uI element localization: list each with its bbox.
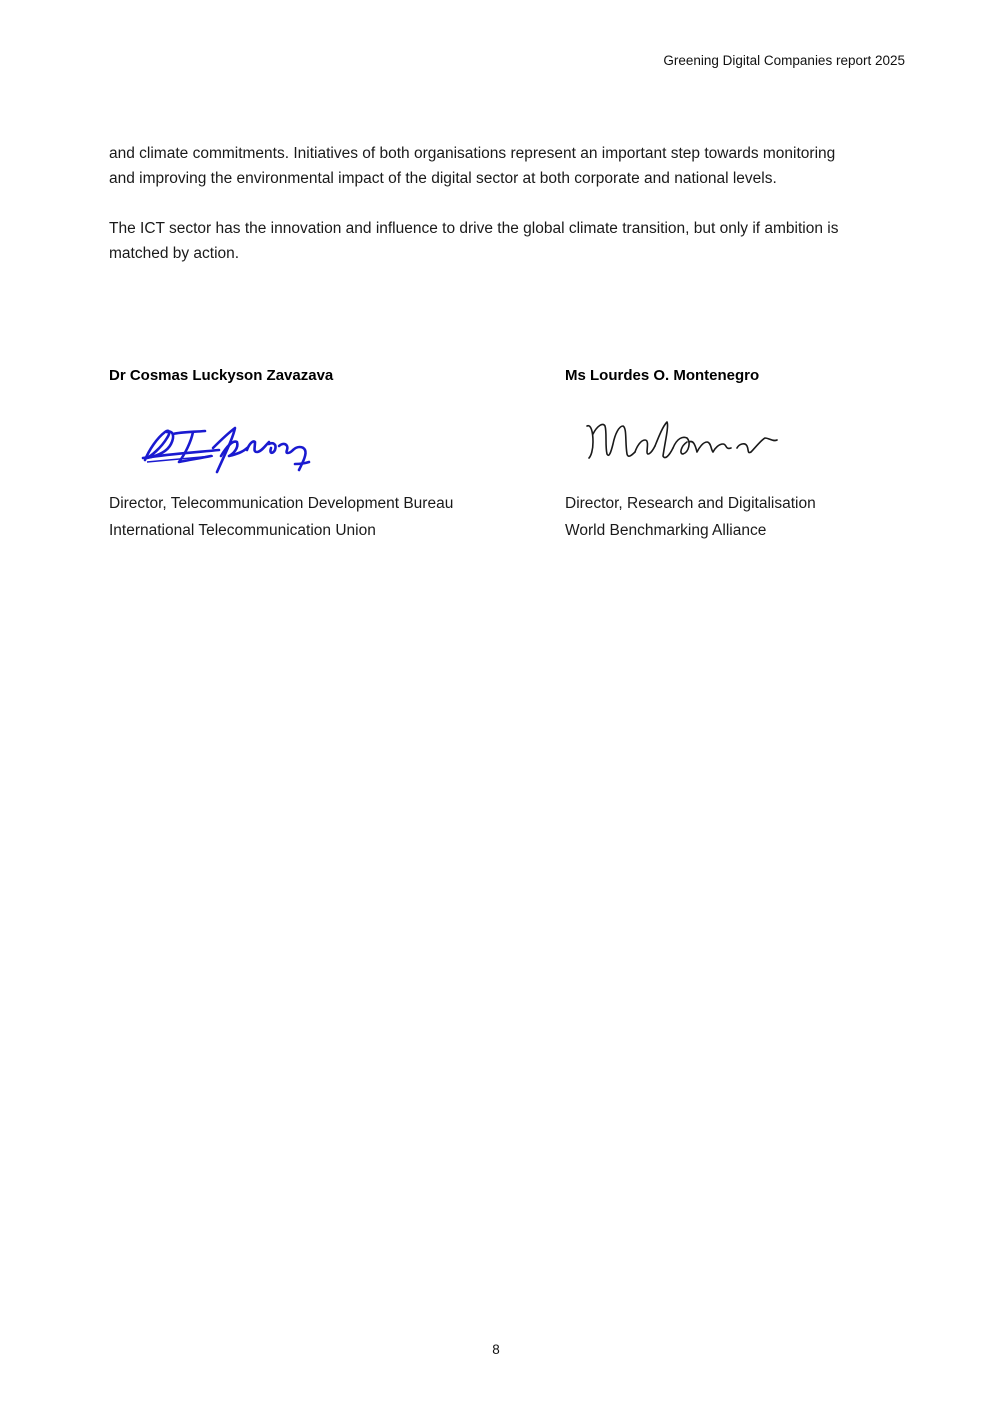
running-header: Greening Digital Companies report 2025	[663, 53, 905, 68]
signature-icon	[565, 412, 825, 477]
body-paragraph: The ICT sector has the innovation and influence to drive the global climate transition, but only if ambition is matched by action.	[109, 220, 839, 262]
signatory-role	[109, 490, 453, 544]
signatory-role	[565, 490, 816, 544]
signatory-name: Dr Cosmas Luckyson Zavazava	[109, 367, 334, 384]
signatory-organisation: World Benchmarking Alliance	[565, 522, 767, 539]
signatory-title: Director, Research and Digitalisation	[565, 495, 816, 512]
signatory-name: Ms Lourdes O. Montenegro	[565, 367, 760, 384]
signatory-block-itu	[109, 366, 529, 539]
signature-icon	[109, 412, 369, 487]
signatory-title: Director, Telecommunication Development Bureau	[109, 495, 454, 512]
signatory-organisation: International Telecommunication Union	[109, 522, 376, 539]
signatory-block-wba	[565, 366, 985, 539]
signature-montenegro-svg	[565, 412, 825, 472]
body-text	[109, 141, 849, 291]
body-paragraph: and climate commitments. Initiatives of both organisations represent an important step towards monitoring and improving the environmental impact of the digital sector at both corporate and national levels.	[109, 145, 836, 187]
signature-zavazava-svg	[109, 412, 369, 482]
page-number: 8	[492, 1342, 500, 1357]
